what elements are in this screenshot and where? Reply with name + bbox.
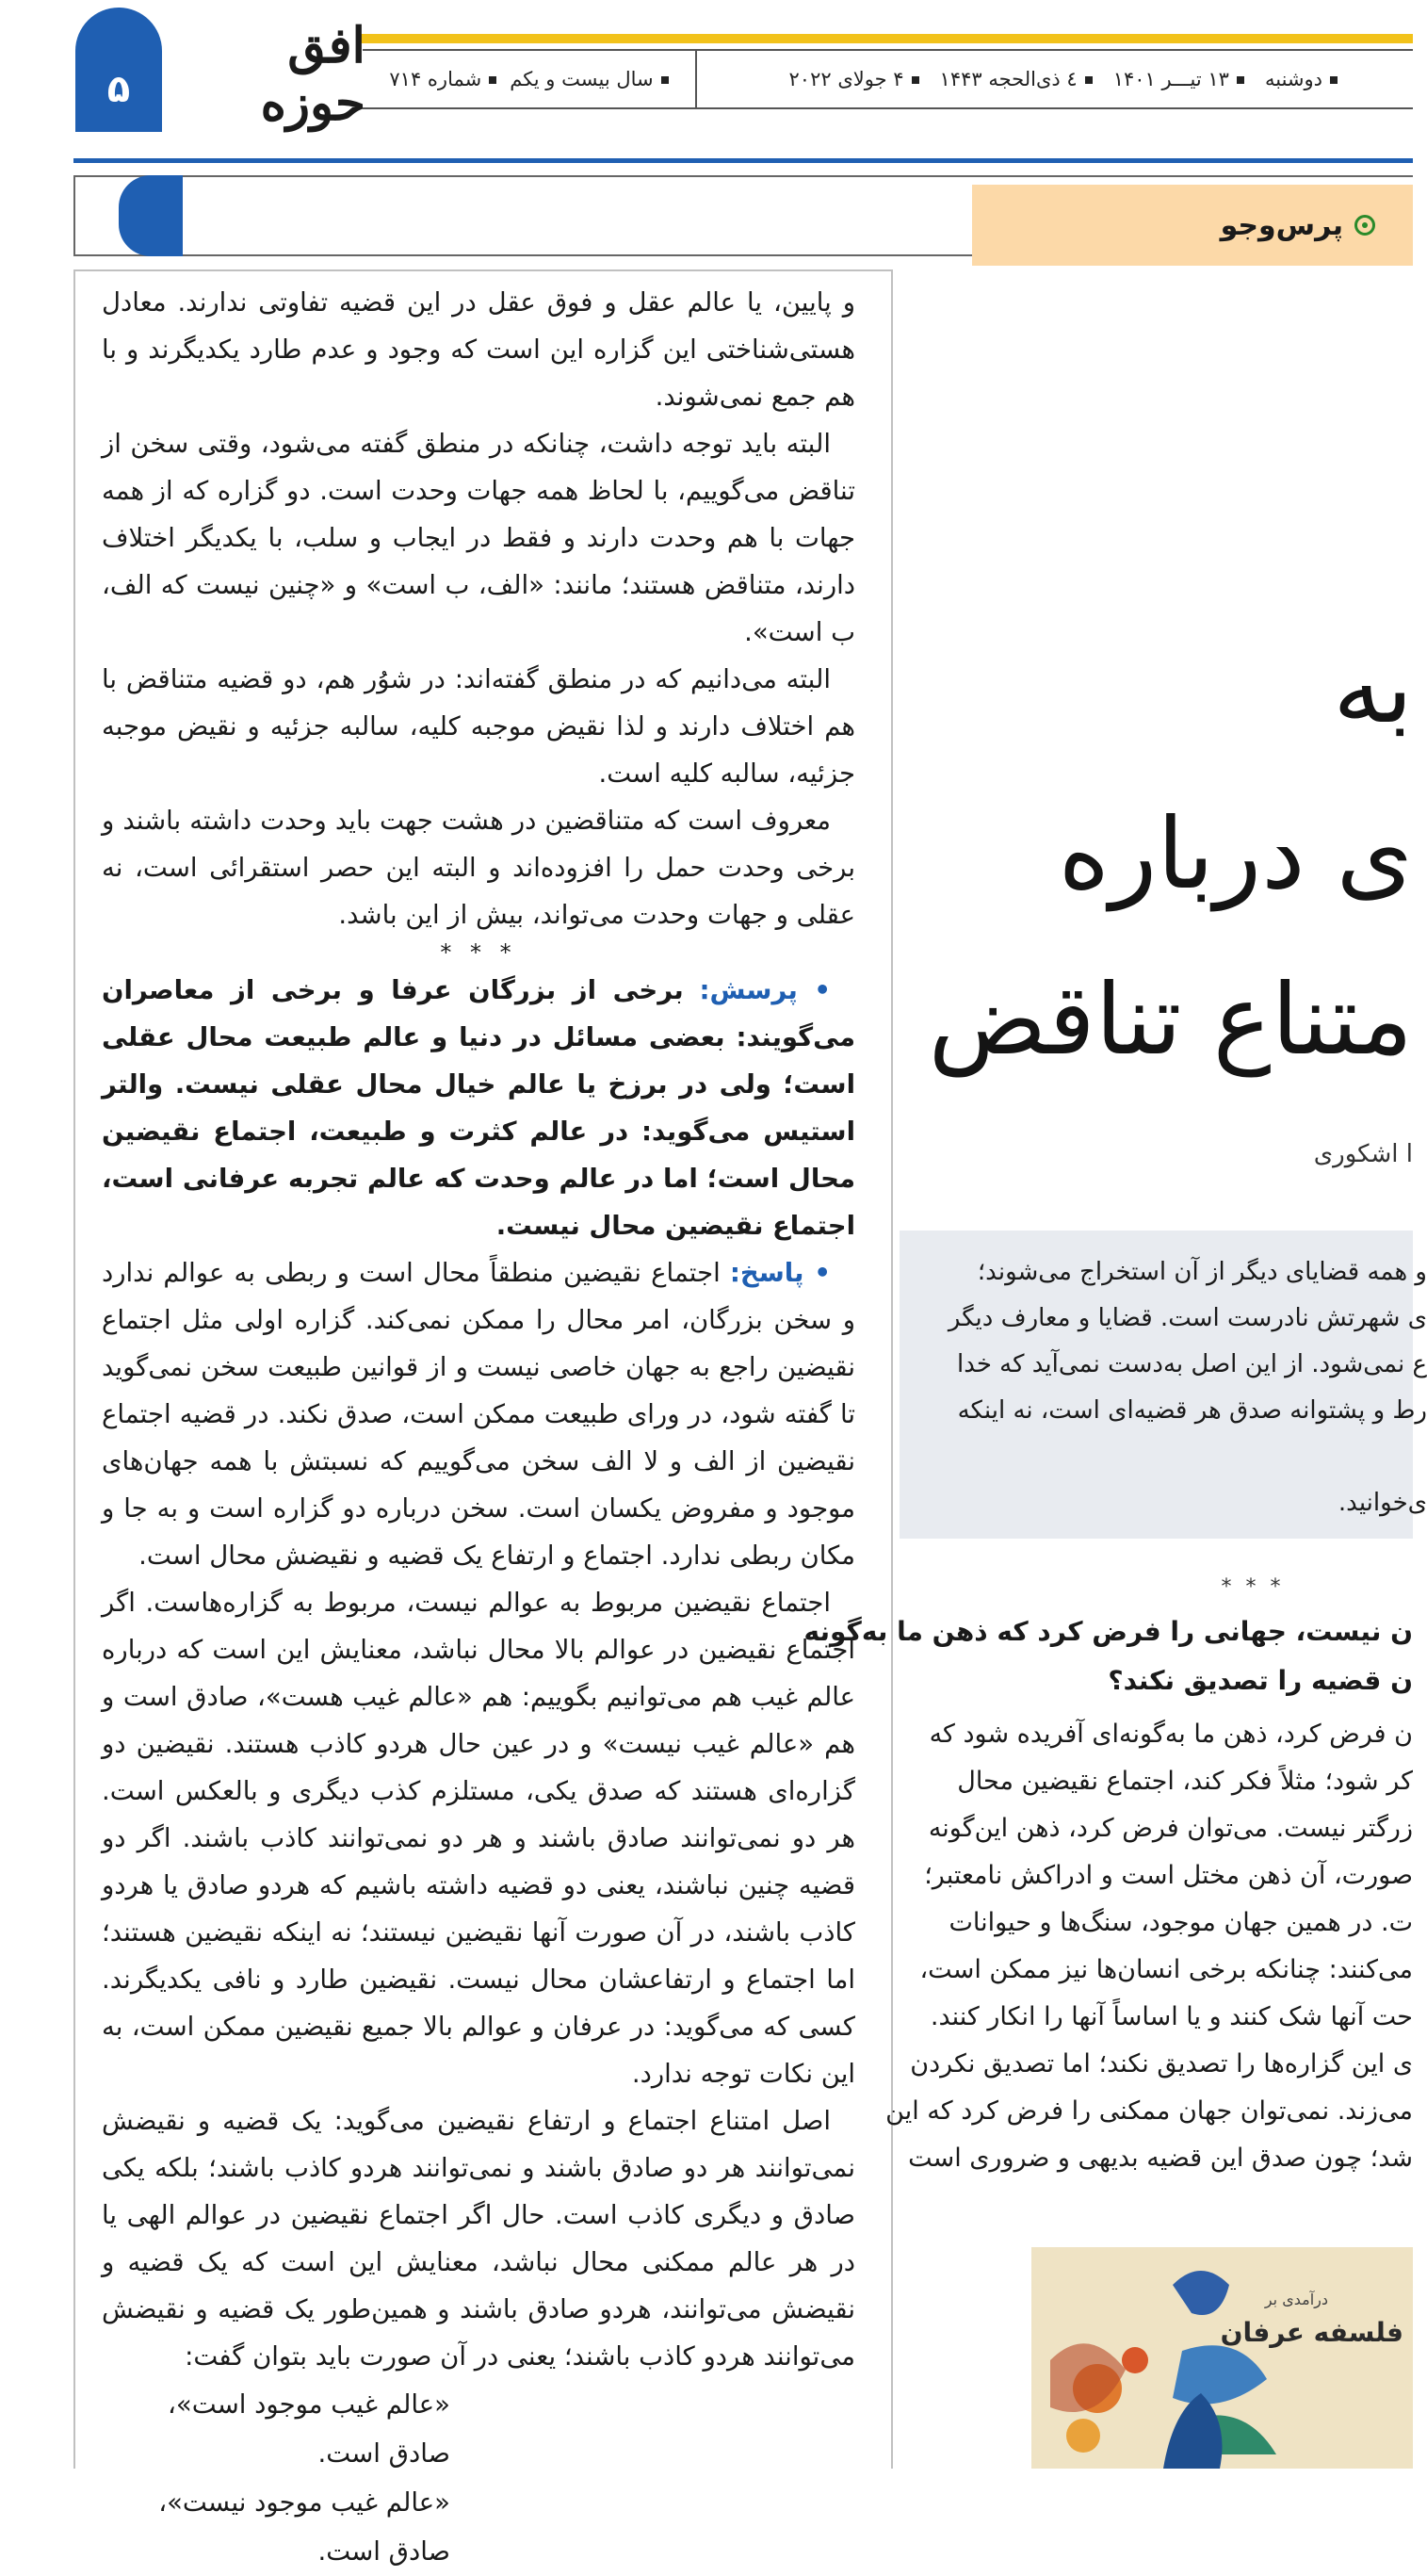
article-paragraph: اجتماع نقیضین مربوط به عوالم نیست، مربوط به گزاره‌هاست. اگر اجتماع نقیضین در عوالم بالا محال نباشد، معنایش این است که درباره عالم غیب هم می‌توانیم بگوییم: هم «عالم غیب هست»، صادق است و هم «عالم غیب نیست» و در عین حال هردو کاذب هستند. نقیضین دو گزاره‌ای هستند که صدق یکی، مستلزم کذب دیگری و بالعکس است. هر دو نمی‌توانند صادق باشند و هر دو نمی‌توانند کاذب باشند. اگر دو قضیه چنین نباشند، یعنی دو قضیه داشته باشیم که هردو صادق یا هردو کاذب باشند، در آن صورت آنها نقیضین نیستند؛ نه اینکه نقیضین هستند؛ اما اجتماع و ارتفاعشان محال نیست. نقیضین طارد و نافی یکدیگرند. کسی که می‌گوید: در عرفان و عوالم بالا جمیع نقیضین ممکن است، به این نکات توجه ندارد. [102, 1588, 855, 2089]
intro-text [900, 1249, 1427, 1526]
article-paragraph: البته باید توجه داشت، چنانکه در منطق گفته می‌شود، وقتی سخن از تناقض می‌گوییم، با لحاظ همه جهات وحدت است. دو گزاره که از همه جهات با هم وحدت دارند و فقط در ایجاب و سلب، با یکدیگر اختلاف دارند، متناقض هستند؛ مانند: «الف، ب است» و «چنین نیست که الف، ب است». [102, 429, 855, 647]
bullet-square-icon [1237, 76, 1244, 84]
headline-line-1: به [1333, 630, 1413, 745]
book-cover-image [1031, 2247, 1413, 2469]
intro-line [900, 1434, 1427, 1480]
date-gregorian: ۴ جولای ۲۰۲۲ [789, 68, 919, 90]
right-answer-line: شد؛ چون صدق این قضیه بدیهی و ضروری است [908, 2144, 1413, 2173]
article-paragraph: البته می‌دانیم که در منطق گفته‌اند: در شوُر هم، دو قضیه متناقض با هم اختلاف دارند و لذا نقیض موجبه کلیه، سالبه جزئیه و نقیض موجبه جزئیه، سالبه کلیه است. [102, 664, 855, 789]
issue-number: شماره ۷۱۴ [389, 68, 496, 90]
right-question-line: ن نیست، جهانی را فرض کرد که ذهن ما به‌گونه [803, 1616, 1413, 1647]
book-cover-art-icon [1031, 2247, 1413, 2469]
header-gold-rule [358, 34, 1413, 43]
article-column [102, 279, 855, 2567]
right-answer-line: کر شود؛ مثلاً فکر کند، اجتماع نقیضین محال [957, 1767, 1413, 1796]
section-separator: * * * [440, 939, 517, 966]
date-lunar: ٤ ذی‌الحجه ۱۴۴۳ [940, 68, 1093, 90]
quote-line: «عالم غیب موجود است»، صادق است. [168, 2389, 450, 2469]
book-title: فلسفه عرفان [1220, 2317, 1403, 2348]
issue-info [363, 49, 697, 109]
question-paragraph [102, 967, 855, 1249]
target-dot-icon [1354, 215, 1375, 236]
date-solar: ۱۳ تیـــر ۱۴۰۱ [1113, 68, 1244, 90]
intro-line: رط و پشتوانه صدق هر قضیه‌ای است، نه اینکه [957, 1396, 1427, 1425]
right-answer-line: صورت، آن ذهن مختل است و ادراکش نامعتبر؛ [924, 1861, 1413, 1890]
article-paragraph: و پایین، یا عالم عقل و فوق عقل در این قضیه تفاوتی ندارند. معادل هستی‌شناختی این گزاره این است که وجود و عدم طارد یکدیگرند و با هم جمع نمی‌شوند. [102, 287, 855, 412]
question-label: • پرسش: [699, 975, 832, 1005]
right-answer-line: حت آنها شک کنند و یا اساساً آنها را انکار کنند. [930, 2002, 1413, 2031]
newspaper-logo: افق حوزه [260, 17, 365, 132]
quote-line: «عالم غیب موجود نیست»، صادق است. [158, 2487, 450, 2567]
header-blue-rule [73, 158, 1413, 163]
bullet-square-icon [1330, 76, 1338, 84]
right-question [803, 1607, 1413, 1711]
intro-line: ی‌خوانید. [1338, 1489, 1427, 1517]
headline-line-3: متناع تناقض [928, 962, 1413, 1077]
book-subtitle: درآمدی بر [1264, 2291, 1328, 2308]
section-title: پرس‌وجو [1220, 208, 1343, 242]
issue-year: سال بیست و یکم [510, 68, 668, 90]
bullet-square-icon [661, 76, 669, 84]
date-weekday: دوشنبه [1265, 68, 1338, 90]
right-answer-line: می‌زند. نمی‌توان جهان ممکنی را فرض کرد که این [885, 2096, 1413, 2126]
article-paragraph: معروف است که متناقضین در هشت جهت باید وحدت داشته باشند و برخی وحدت حمل را افزوده‌اند و البته این حصر استقرائی است، نه عقلی و جهات وحدت می‌تواند، بیش از این باشد. [102, 806, 855, 930]
right-answer [885, 1711, 1413, 2173]
page-number-badge [75, 8, 162, 132]
right-answer-line: ی این گزاره‌ها را تصدیق نکند؛ اما تصدیق نکردن [910, 2049, 1413, 2079]
section-separator: * * * [1221, 1575, 1285, 1599]
right-answer-line: ت. در همین جهان موجود، سنگ‌ها و حیوانات [949, 1908, 1413, 1937]
intro-box [900, 1231, 1427, 1539]
question-text: برخی از بزرگان عرفا و برخی از معاصران می‌گویند: بعضی مسائل در دنیا و عالم طبیعت محال عقلی است؛ ولی در برزخ یا عالم خیال محال عقلی نیست. والتر استیس می‌گوید: در عالم کثرت و طبیعت، اجتماع نقیضین محال است؛ اما در عالم وحدت که عالم تجربه عرفانی است، اجتماع نقیضین محال نیست. [102, 975, 855, 1241]
intro-line: ع نمی‌شود. از این اصل به‌دست نمی‌آید که خدا [956, 1350, 1427, 1378]
section-header-tab [119, 175, 183, 256]
page-number: ۵ [106, 68, 131, 111]
right-answer-line: زرگتر نیست. می‌توان فرض کرد، ذهن این‌گونه [928, 1814, 1413, 1843]
section-rubric [972, 185, 1413, 266]
right-answer-line: ن فرض کرد، ذهن ما به‌گونه‌ای آفریده شود که [929, 1720, 1413, 1749]
headline-line-2: ی درباره [1058, 796, 1413, 911]
answer-text: اجتماع نقیضین منطقاً محال است و ربطی به عوالم ندارد و سخن بزرگان، امر محال را ممکن نمی‌کند. گزاره اولی مثل اجتماع نقیضین راجع به جهان خاصی نیست و از قوانین طبیعت سخن نمی‌گوید تا گفته شود، در ورای طبیعت ممکن است، صدق نکند. در قضیه اجتماع نقیضین از الف و لا الف سخن می‌گوییم که نسبتش با همه جهان‌های موجود و مفروض یکسان است. سخن درباره دو گزاره است و به جا و مکان ربطی ندارد. اجتماع و ارتفاع یک قضیه و نقیضش محال است. [102, 1258, 855, 1571]
bullet-square-icon [1085, 76, 1093, 84]
article-paragraph: اصل امتناع اجتماع و ارتفاع نقیضین می‌گوید: یک قضیه و نقیضش نمی‌توانند هر دو صادق باشند و نمی‌توانند هردو کاذب باشند؛ بلکه یکی صادق و دیگری کاذب است. حال اگر اجتماع نقیضین در عوالم الهی یا در هر عالم ممکنی محال نباشد، معنایش این است که یک قضیه و نقیضش می‌توانند، هردو صادق باشند و همین‌طور یک قضیه و نقیضش می‌توانند هردو کاذب باشند؛ یعنی در آن صورت باید بتوان گفت: [102, 2106, 855, 2372]
answer-label: • پاسخ: [729, 1258, 831, 1288]
author-byline: ا اشکوری [1313, 1140, 1413, 1168]
intro-line: ی شهرتش نادرست است. قضایا و معارف دیگر [948, 1304, 1427, 1332]
date-line [697, 49, 1413, 109]
answer-paragraph [102, 1249, 855, 1579]
bullet-square-icon [489, 76, 496, 84]
intro-line: و همه قضایای دیگر از آن استخراج می‌شوند؛ [977, 1258, 1427, 1286]
bullet-square-icon [912, 76, 919, 84]
right-answer-line: می‌کنند: چنانکه برخی انسان‌ها نیز ممکن است، [919, 1955, 1413, 1984]
right-question-line: ن قضیه را تصدیق نکند؟ [1108, 1665, 1413, 1696]
